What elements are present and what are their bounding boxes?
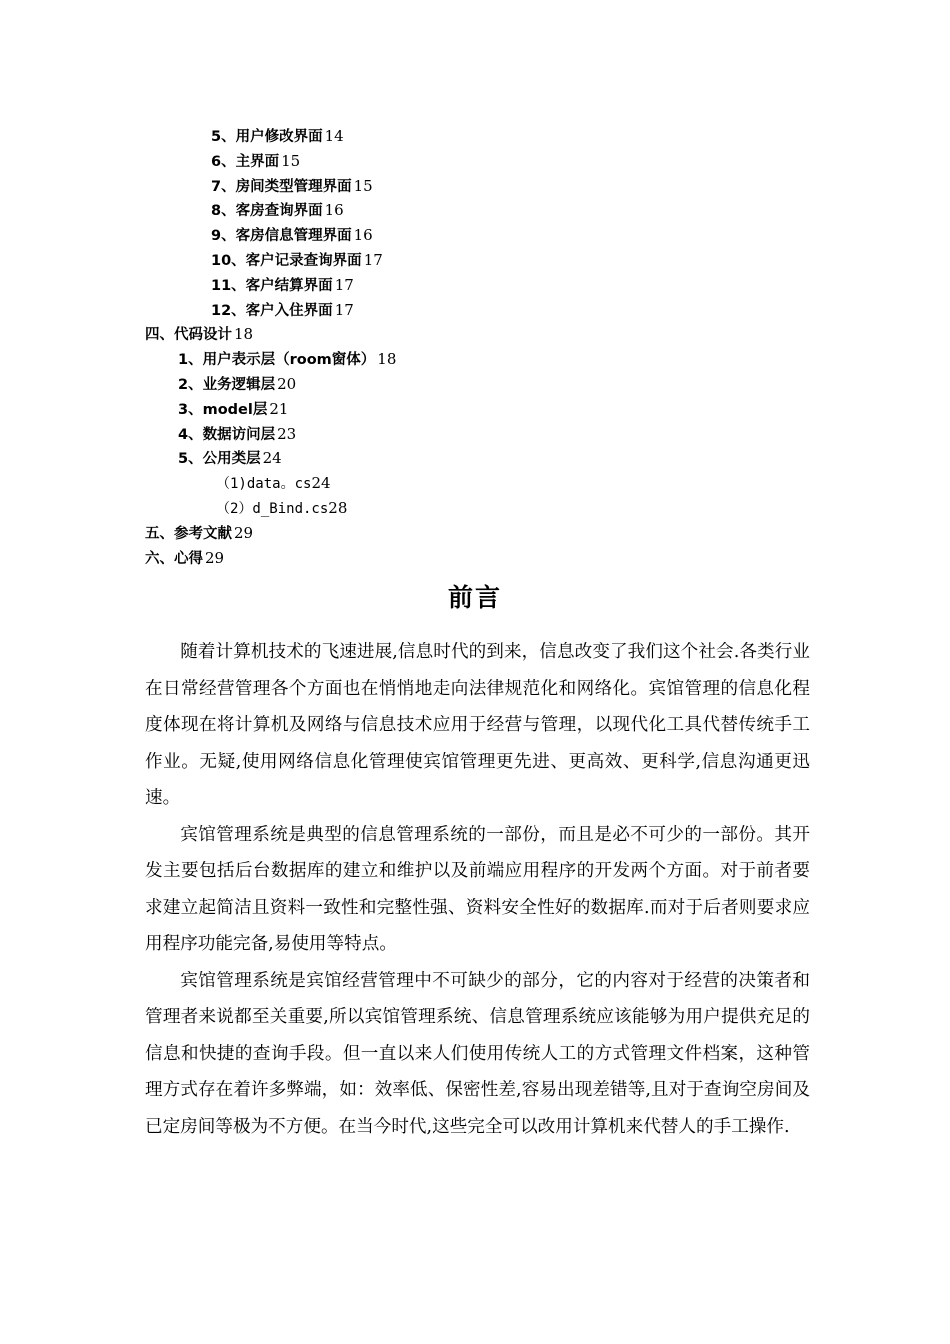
- toc-section-entry[interactable]: [0, 372, 950, 397]
- toc-entry-page: 23: [277, 424, 297, 443]
- toc-entry-label: 11、客户结算界面: [211, 277, 333, 294]
- table-of-contents: [0, 124, 950, 570]
- paragraph: 随着计算机技术的飞速进展,信息时代的到来，信息改变了我们这个社会.各类行业在日常经营管理各个方面也在悄悄地走向法律规范化和网络化。宾馆管理的信息化程度体现在将计算机及网络与信息技术应用于经营与管理，以现代化工具代替传统手工作业。无疑,使用网络信息化管理使宾馆管理更先进、更高效、更科学,信息沟通更迅速。: [145, 642, 810, 808]
- toc-entry-page: 16: [324, 201, 344, 220]
- toc-entry-page: 28: [328, 498, 348, 517]
- toc-chapter-entry[interactable]: [0, 521, 950, 546]
- paragraph: 宾馆管理系统是典型的信息管理系统的一部份，而且是必不可少的一部份。其开发主要包括后台数据库的建立和维护以及前端应用程序的开发两个方面。对于前者要求建立起简洁且资料一致性和完整性强、资料安全性好的数据库.而对于后者则要求应用程序功能完备,易使用等特点。: [145, 824, 810, 954]
- toc-entry-label: 1、用户表示层（room窗体）: [178, 352, 376, 369]
- toc-entry-label: 9、客房信息管理界面: [211, 228, 352, 245]
- toc-section-entry[interactable]: [0, 347, 950, 372]
- toc-entry-page: 17: [363, 250, 383, 269]
- toc-entry-page: 15: [281, 151, 301, 170]
- toc-entry-label: 5、用户修改界面: [211, 129, 323, 145]
- toc-entry-page: 29: [205, 548, 225, 567]
- body-text: [145, 634, 810, 1145]
- toc-entry-label: 12、客户入住界面: [211, 302, 333, 319]
- toc-subsection-entry[interactable]: [0, 496, 950, 521]
- toc-entry-page: 21: [269, 399, 289, 418]
- toc-entry-label: 5、公用类层: [178, 451, 261, 468]
- section-heading: 前言: [447, 583, 502, 612]
- toc-entry-page: 16: [353, 226, 373, 245]
- toc-entry-label: 4、数据访问层: [178, 426, 276, 443]
- toc-entry[interactable]: [0, 248, 950, 273]
- toc-entry-label: 3、model层: [178, 401, 268, 418]
- paragraph: 宾馆管理系统是宾馆经营管理中不可缺少的部分，它的内容对于经营的决策者和管理者来说都至关重要,所以宾馆管理系统、信息管理系统应该能够为用户提供充足的信息和快捷的查询手段。但一直以来人们使用传统人工的方式管理文件档案，这种管理方式存在着许多弊端，如：效率低、保密性差,容易出现差错等,且对于查询空房间及已定房间等极为不方便。在当今时代,这些完全可以改用计算机来代替人的手工操作.: [145, 970, 810, 1137]
- toc-entry-page: 29: [234, 523, 254, 542]
- toc-entry-label: 10、客户记录查询界面: [211, 252, 362, 269]
- toc-entry-page: 18: [234, 325, 254, 344]
- toc-entry-label: 2、业务逻辑层: [178, 376, 276, 393]
- toc-entry-page: 20: [277, 374, 297, 393]
- toc-entry-label: 6、主界面: [211, 153, 280, 170]
- toc-section-entry[interactable]: [0, 422, 950, 447]
- toc-entry[interactable]: [0, 149, 950, 174]
- toc-entry-page: 18: [377, 350, 397, 369]
- toc-entry-page: 24: [311, 474, 331, 493]
- toc-entry[interactable]: [0, 198, 950, 223]
- toc-subsection-entry[interactable]: [0, 471, 950, 496]
- toc-entry-page: 24: [262, 449, 282, 468]
- toc-entry-page: 17: [334, 300, 354, 319]
- toc-entry-label: 四、代码设计: [145, 327, 232, 344]
- toc-entry-label: 六、心得: [145, 550, 203, 567]
- toc-entry[interactable]: [0, 124, 950, 149]
- toc-section-entry[interactable]: [0, 446, 950, 471]
- toc-entry-label: 7、房间类型管理界面: [211, 178, 352, 195]
- toc-entry-label: 8、客房查询界面: [211, 203, 323, 220]
- toc-entry-page: 15: [353, 176, 373, 195]
- toc-chapter-entry[interactable]: [0, 322, 950, 347]
- toc-entry[interactable]: [0, 223, 950, 248]
- toc-entry[interactable]: [0, 174, 950, 199]
- toc-entry-label: 五、参考文献: [145, 525, 232, 542]
- toc-entry-page: 17: [334, 275, 354, 294]
- toc-entry[interactable]: [0, 298, 950, 323]
- toc-entry[interactable]: [0, 273, 950, 298]
- toc-chapter-entry[interactable]: [0, 546, 950, 571]
- toc-entry-label: （2）d_Bind.cs: [216, 500, 329, 517]
- toc-entry-label: （1)data。cs: [216, 476, 312, 493]
- toc-entry-page: 14: [324, 127, 344, 145]
- toc-section-entry[interactable]: [0, 397, 950, 422]
